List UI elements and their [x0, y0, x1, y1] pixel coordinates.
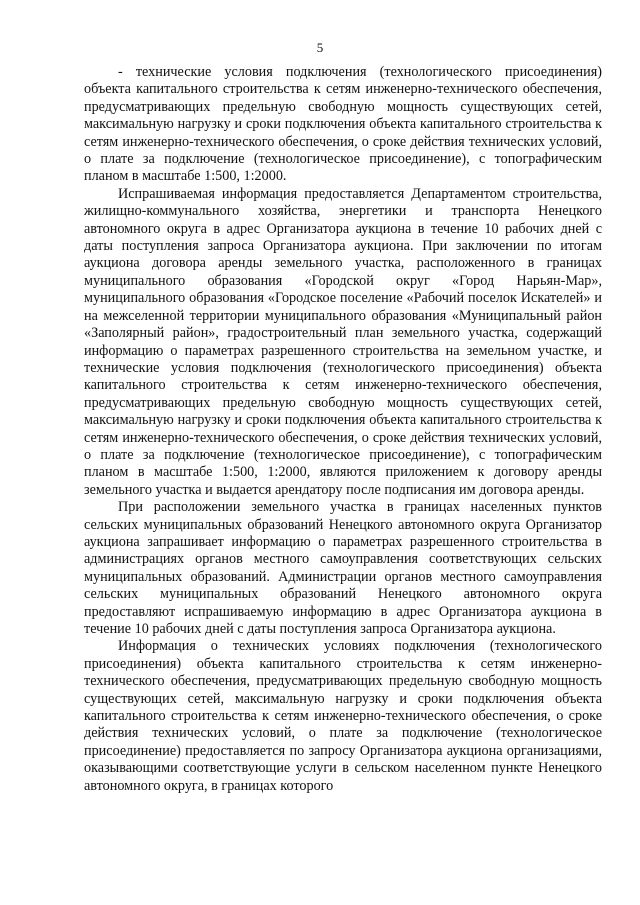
document-body	[84, 64, 602, 795]
paragraph-rural-settlements	[84, 499, 602, 638]
paragraph-technical-conditions	[84, 64, 602, 186]
paragraph-technical-info	[84, 638, 602, 795]
page-number: 5	[316, 40, 324, 55]
paragraph-text: При расположении земельного участка в границах населенных пунктов сельских муниципальных образований Ненецкого автономного округа Организатор аукциона запрашивает информацию о параметрах разрешенного строительства в администрациях органов местного самоуправления соответствующих сельских муниципальных образований. Администрации органов местного самоуправления сельских муниципальных образований Ненецкого автономного округа предоставляют испрашиваемую информацию в адрес Организатора аукциона в течение 10 рабочих дней с даты поступления запроса Организатора аукциона.	[84, 499, 602, 637]
paragraph-requested-information	[84, 186, 602, 499]
paragraph-text: Информация о технических условиях подключения (технологического присоединения) объекта капитального строительства к сетям инженерно-технического обеспечения, предусматривающих предельную свободную мощность существующих сетей, максимальную нагрузку и сроки подключения объекта капитального строительства к сетям инженерно-технического обеспечения, о сроке действия технических условий, о плате за подключение (технологическое присоединение) предоставляется по запросу Организатора аукциона организациями, оказывающими соответствующие услуги в сельском населенном пункте Ненецкого автономного округа, в границах которого	[84, 638, 602, 794]
paragraph-text: - технические условия подключения (технологического присоединения) объекта капитального строительства к сетям инженерно-технического обеспечения, предусматривающих предельную свободную мощность существующих сетей, максимальную нагрузку и сроки подключения объекта капитального строительства к сетям инженерно-технического обеспечения, о сроке действия технических условий, о плате за подключение (технологическое присоединение), с топографическим планом в масштабе 1:500, 1:2000.	[84, 64, 602, 185]
paragraph-text: Испрашиваемая информация предоставляется Департаментом строительства, жилищно-коммунального хозяйства, энергетики и транспорта Ненецкого автономного округа в адрес Организатора аукциона в течение 10 рабочих дней с даты поступления запроса Организатора аукциона. При заключении по итогам аукциона договора аренды земельного участка, расположенного в границах муниципального образования «Городской округ «Город Нарьян-Мар», муниципального образования «Городское поселение «Рабочий поселок Искателей» и на межселенной территории муниципального образования «Муниципальный район «Заполярный район», градостроительный план земельного участка, содержащий информацию о параметрах разрешенного строительства на земельном участке, и технические условия подключения (технологического присоединения) объекта капитального строительства к сетям инженерно-технического обеспечения, предусматривающих предельную свободную мощность существующих сетей, максимальную нагрузку и сроки подключения объекта капитального строительства к сетям инженерно-технического обеспечения, о сроке действия технических условий, о плате за подключение (технологическое присоединение), с топографическим планом в масштабе 1:500, 1:2000, являются приложением к договору аренды земельного участка и выдается арендатору после подписания им договора аренды.	[84, 185, 602, 498]
